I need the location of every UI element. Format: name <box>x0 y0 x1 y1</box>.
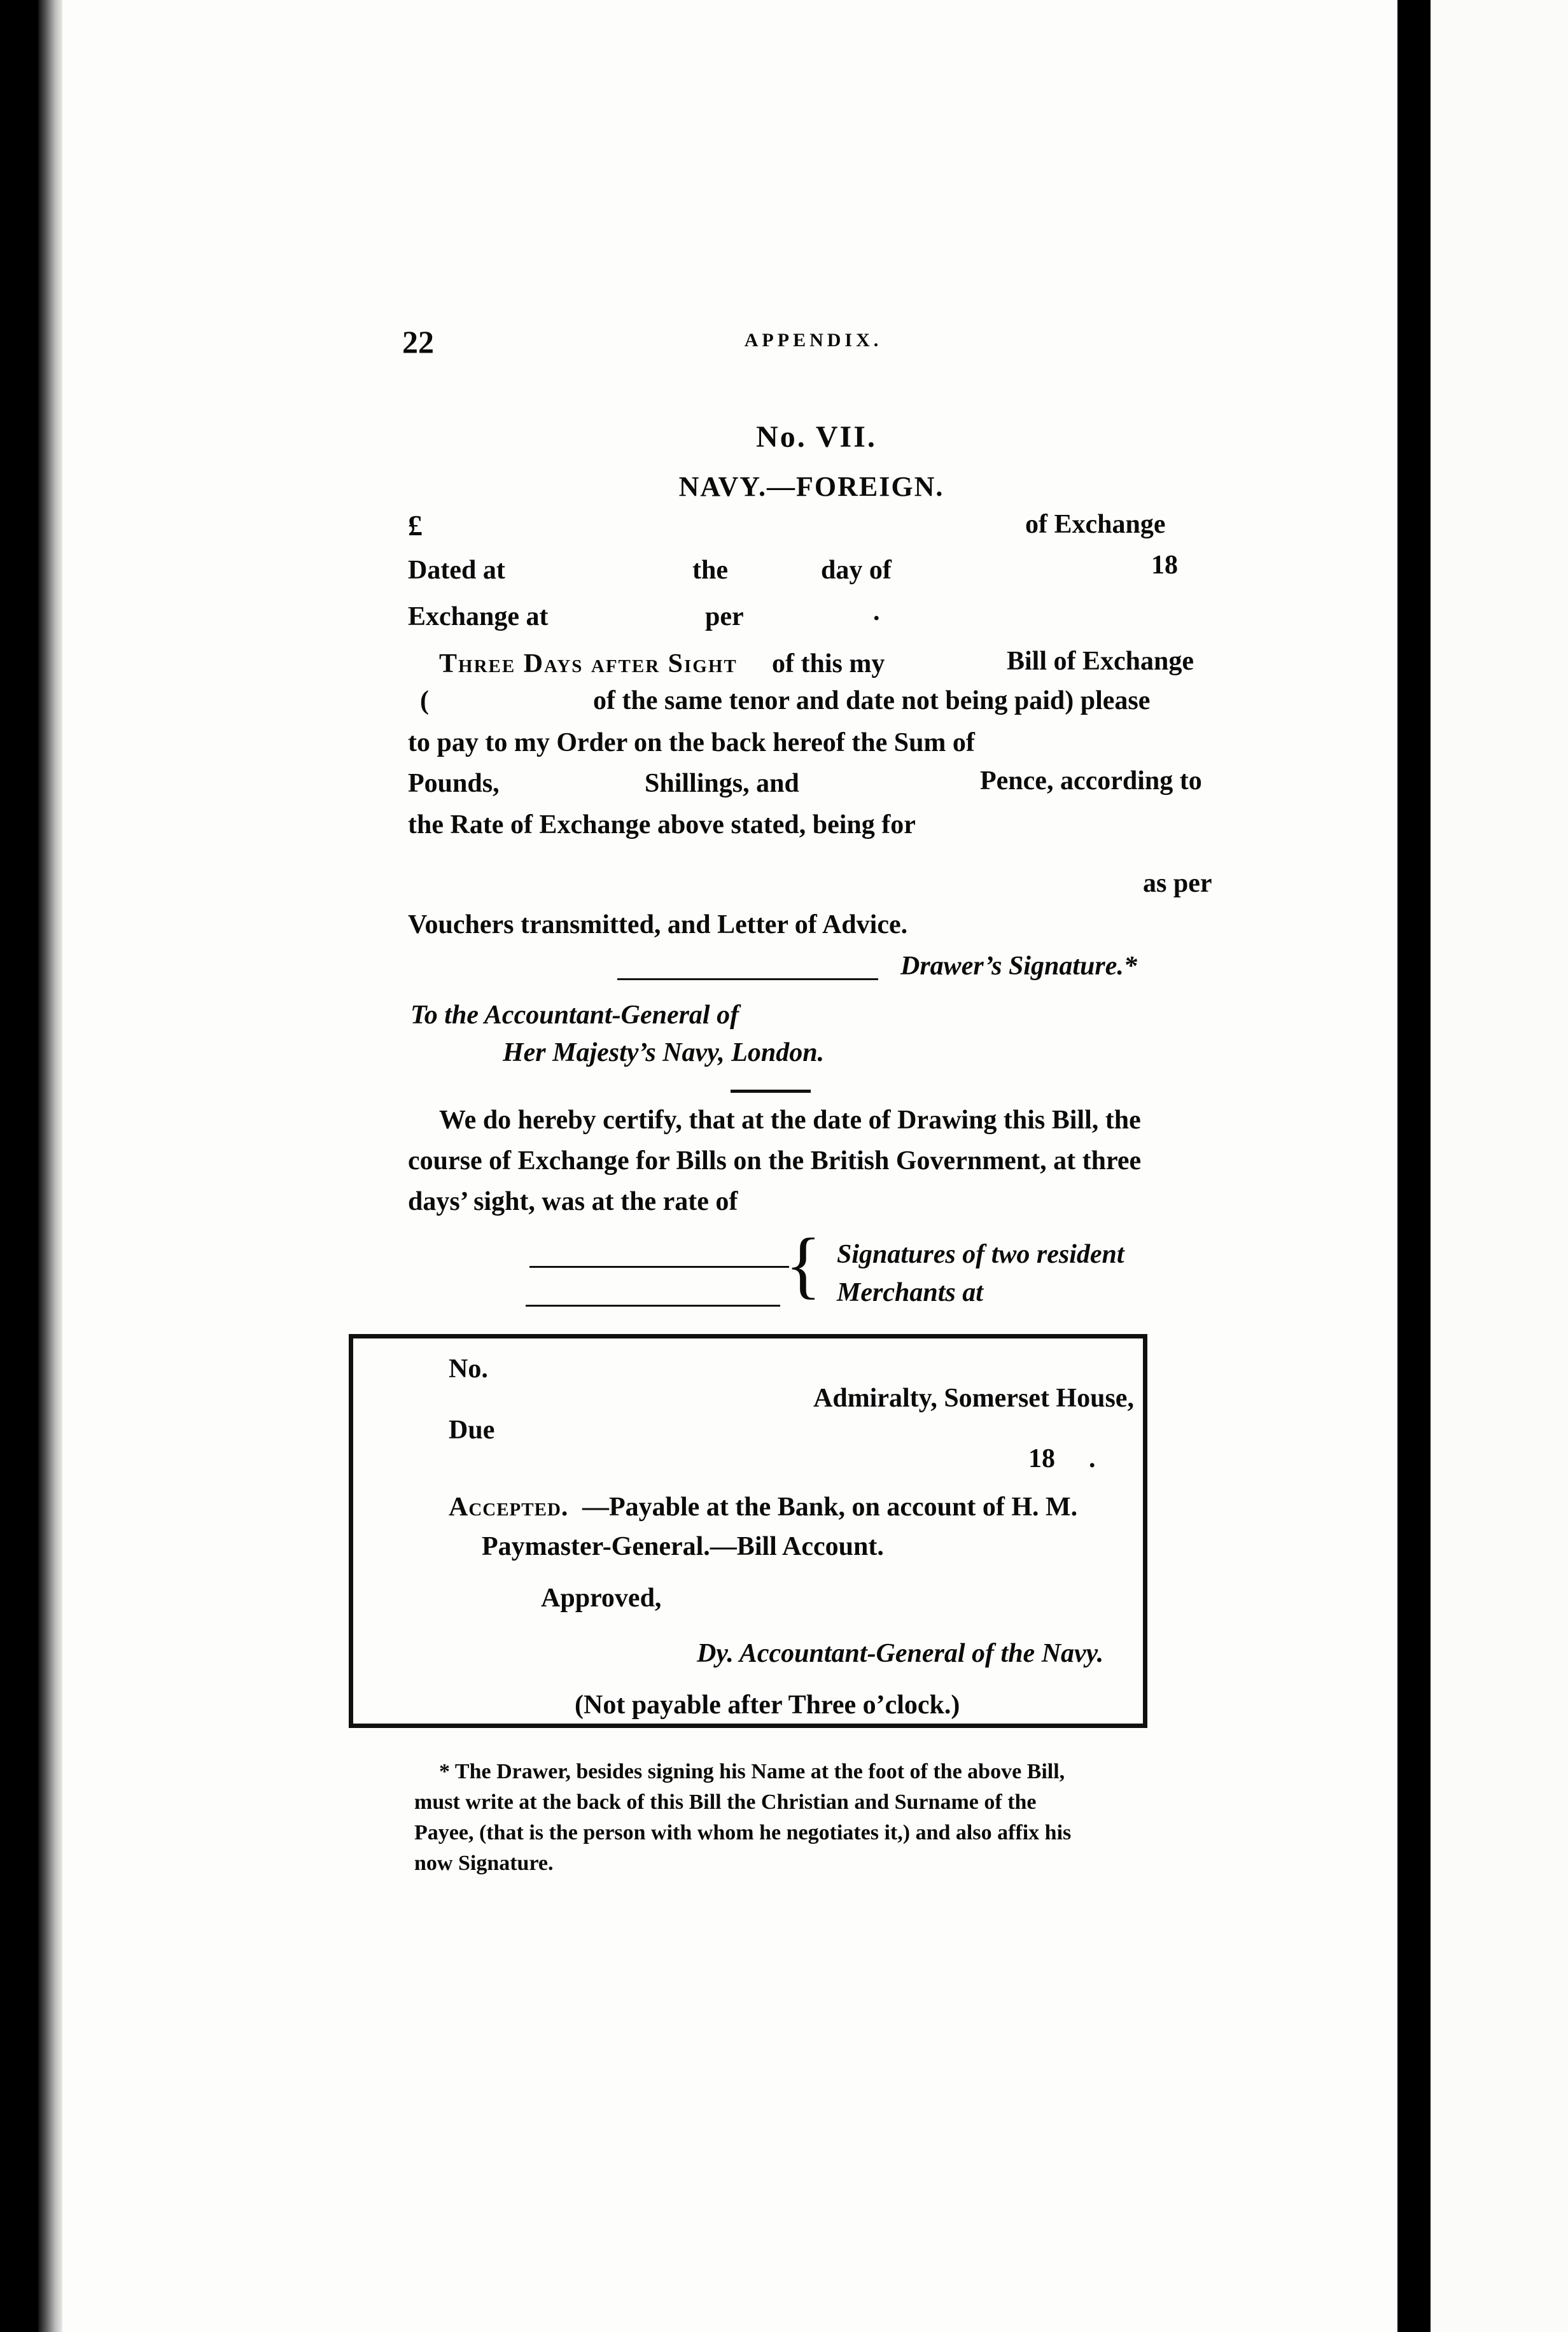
section-divider <box>731 1090 811 1093</box>
of-exchange-label: of Exchange <box>1025 510 1166 539</box>
adjacent-page-edge <box>1431 0 1568 2332</box>
box-no-label: No. <box>449 1354 488 1384</box>
footnote-line-3: Payee, (that is the person with whom he negotiates it,) and also affix his <box>414 1821 1072 1844</box>
approved-label: Approved, <box>541 1584 662 1613</box>
not-payable-note: (Not payable after Three o’clock.) <box>575 1690 960 1720</box>
footnote-line-1: * The Drawer, besides signing his Name at the foot of the above Bill, <box>439 1760 1065 1783</box>
to-accountant-general: To the Accountant-General of <box>410 1001 739 1030</box>
merchant-signature-line-2 <box>526 1305 780 1307</box>
merchant-signature-line-1 <box>529 1266 789 1268</box>
pound-sign: £ <box>408 509 423 542</box>
certificate-line-1: We do hereby certify, that at the date of Drawing this Bill, the <box>439 1106 1141 1135</box>
vouchers-line: Vouchers transmitted, and Letter of Advice. <box>408 910 908 939</box>
footnote-line-4: now Signature. <box>414 1851 554 1875</box>
drawer-signature-label: Drawer’s Signature.* <box>900 952 1137 981</box>
of-this-my: of this my <box>772 649 885 678</box>
her-majestys-navy: Her Majesty’s Navy, London. <box>503 1038 825 1067</box>
three-days-after-sight: Three Days after Sight <box>439 649 738 678</box>
payable-at-bank-line: —Payable at the Bank, on account of H. M. <box>582 1493 1078 1522</box>
per-dot: . <box>873 597 880 626</box>
year-prefix: 18 <box>1151 551 1178 580</box>
bill-of-exchange-label: Bill of Exchange <box>1007 647 1194 676</box>
rate-of-exchange-line: the Rate of Exchange above stated, being for <box>408 810 916 839</box>
certificate-line-3: days’ sight, was at the rate of <box>408 1187 738 1216</box>
open-paren: ( <box>420 686 429 715</box>
footnote-line-2: must write at the back of this Bill the Christian and Surname of the <box>414 1790 1037 1814</box>
form-title: NAVY.—FOREIGN. <box>678 471 944 502</box>
admiralty-somerset-house: Admiralty, Somerset House, <box>813 1384 1134 1413</box>
dated-at-label: Dated at <box>408 556 505 585</box>
pence-label: Pence, according to <box>980 766 1202 796</box>
page-number: 22 <box>402 324 434 360</box>
as-per-label: as per <box>1143 869 1212 898</box>
paymaster-general-line: Paymaster-General.—Bill Account. <box>482 1532 884 1561</box>
accepted-label: Accepted. <box>449 1493 569 1522</box>
drawer-signature-line <box>617 978 878 980</box>
deputy-accountant-general: Dy. Accountant-General of the Navy. <box>697 1639 1104 1668</box>
the-label: the <box>692 556 728 585</box>
day-of-label: day of <box>821 556 892 585</box>
per-label: per <box>705 602 744 631</box>
box-year-dot: . <box>1089 1444 1096 1473</box>
box-year-prefix: 18 <box>1028 1444 1055 1473</box>
book-gutter <box>38 0 62 2332</box>
running-title: APPENDIX. <box>744 330 883 351</box>
form-number: No. VII. <box>756 420 877 454</box>
signature-brace: { <box>785 1223 822 1306</box>
pay-order-line: to pay to my Order on the back hereof the Sum of <box>408 728 975 757</box>
merchants-at-label: Merchants at <box>837 1278 983 1307</box>
certificate-line-2: course of Exchange for Bills on the British Government, at three <box>408 1146 1142 1176</box>
merchant-signatures-label: Signatures of two resident <box>837 1240 1124 1269</box>
pounds-label: Pounds, <box>408 769 500 798</box>
shillings-label: Shillings, and <box>645 769 799 798</box>
same-tenor-line: of the same tenor and date not being paid) please <box>593 686 1151 715</box>
exchange-at-label: Exchange at <box>408 602 549 631</box>
box-due-label: Due <box>449 1415 495 1445</box>
